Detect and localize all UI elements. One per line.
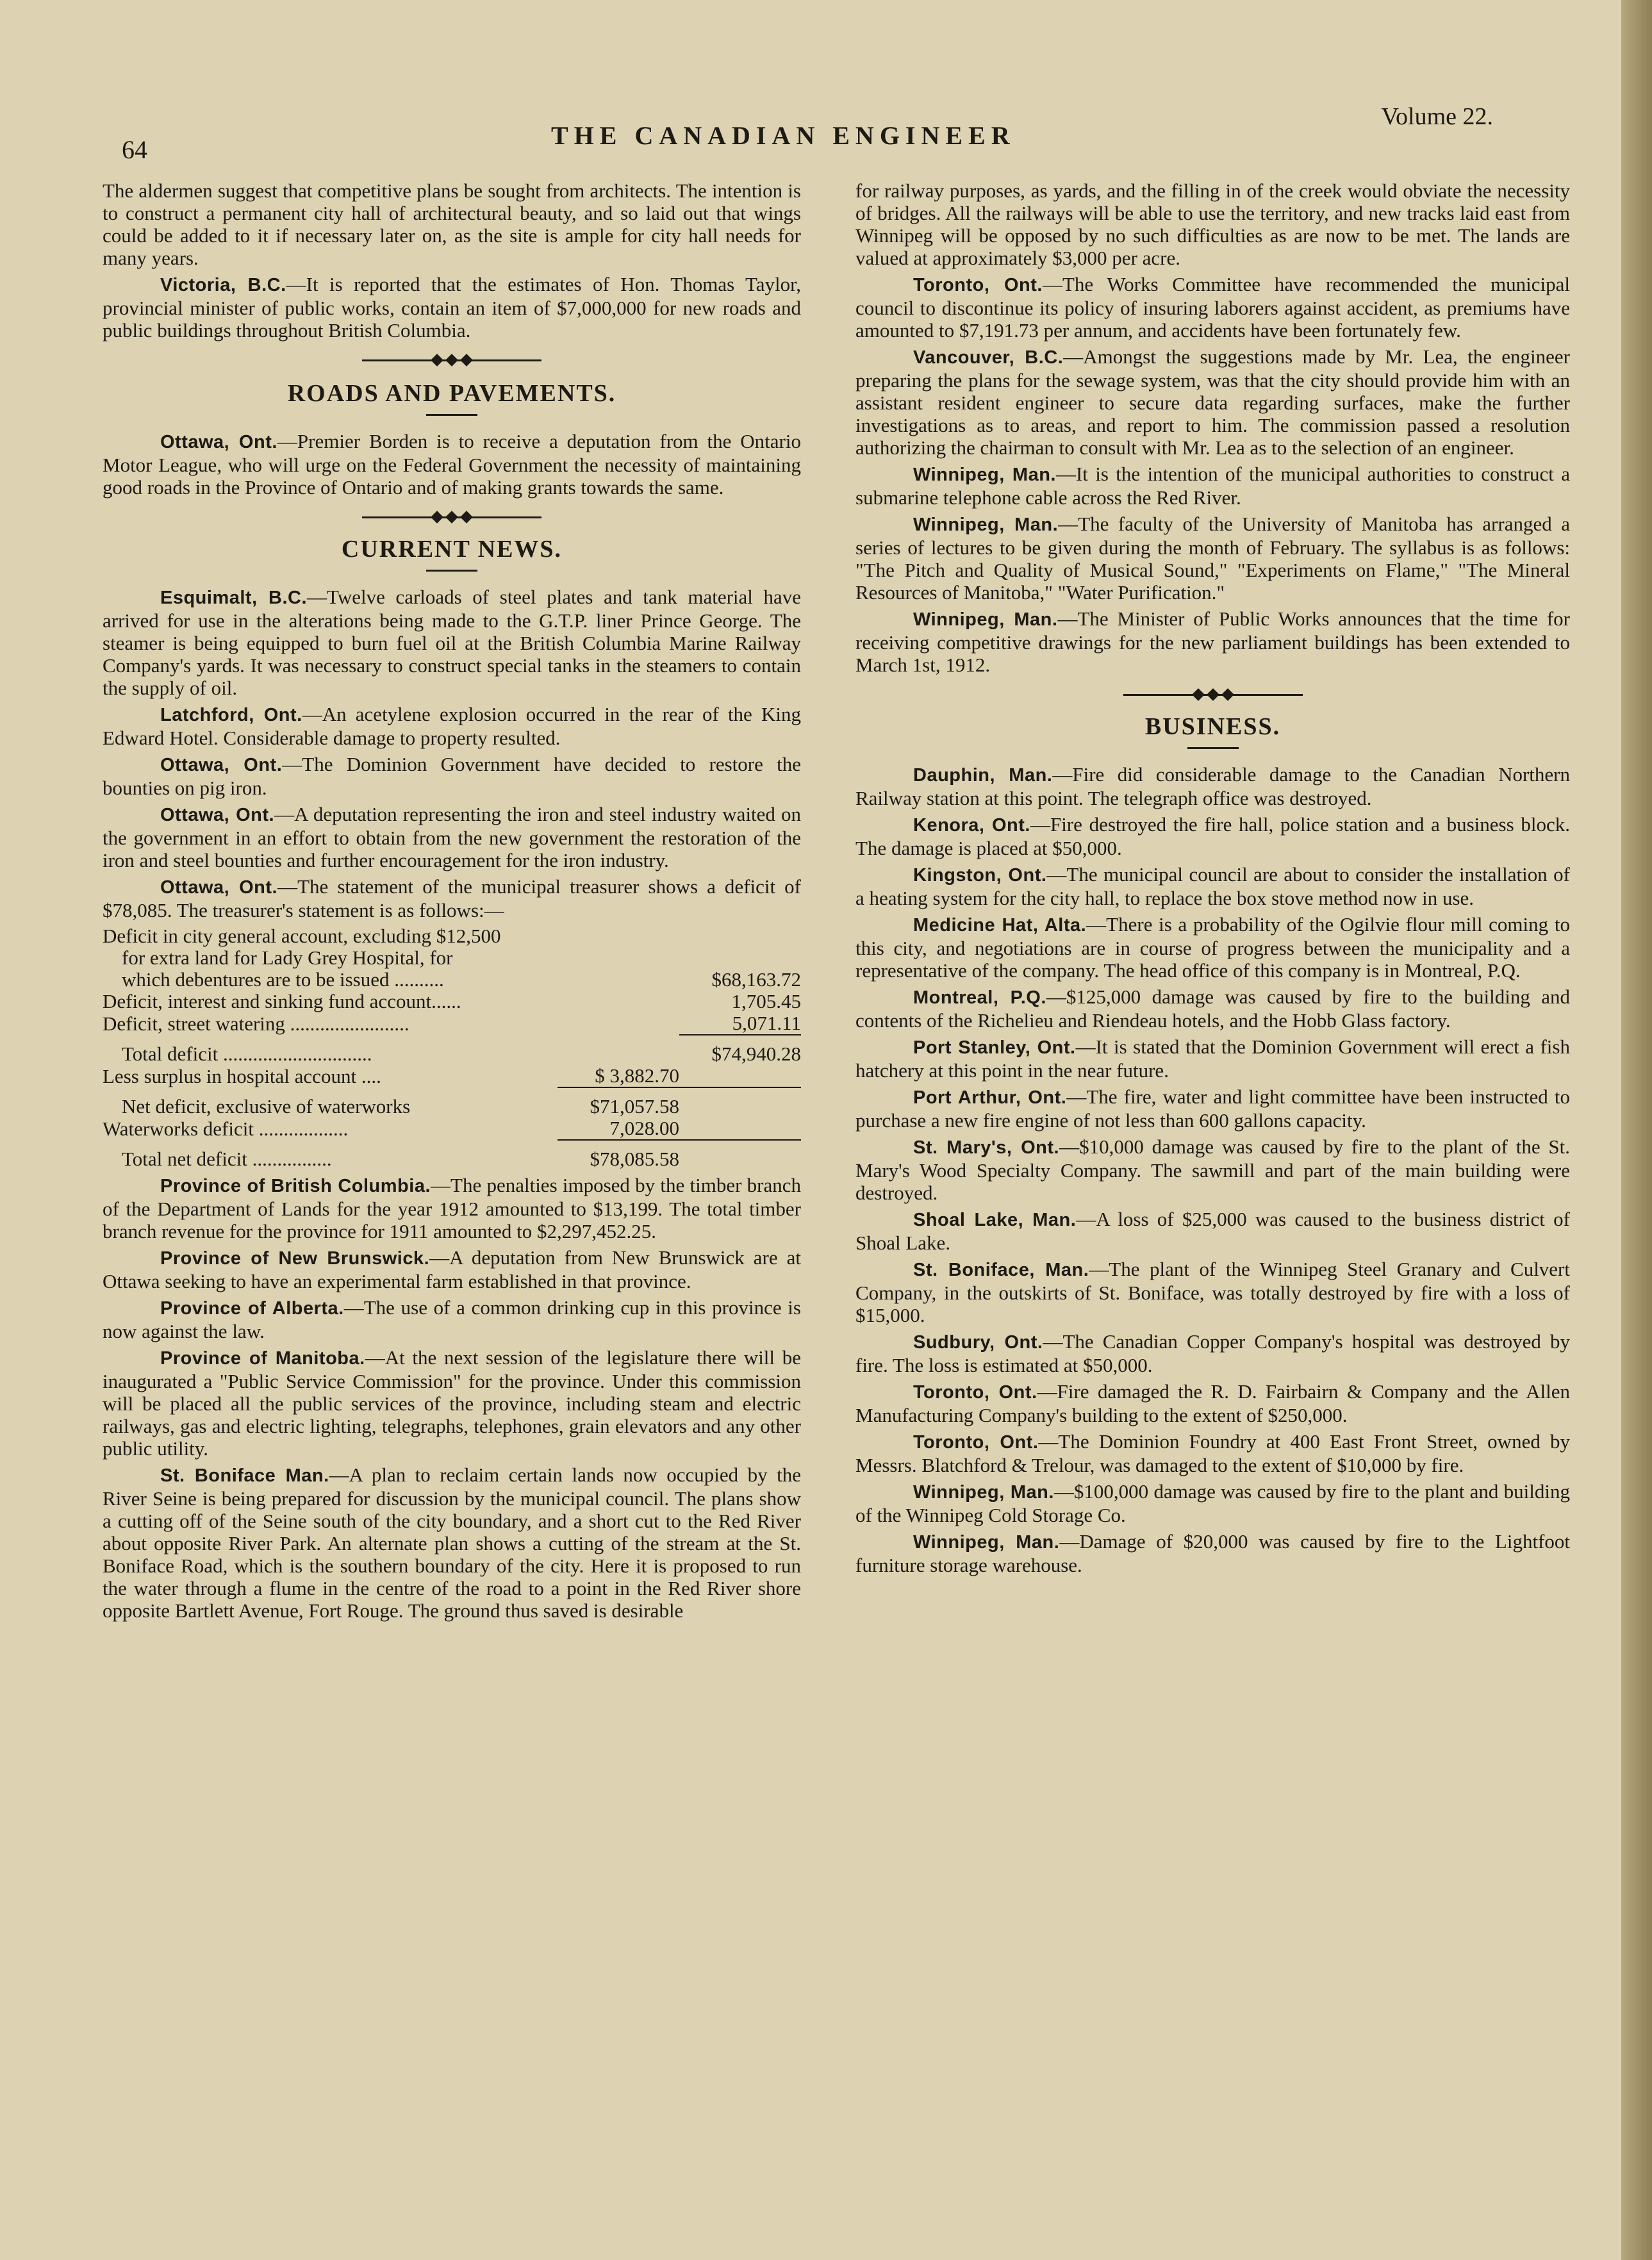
item-text: —The fire, water and light committee have been instructed to purchase a new fire engine of not less than 600 gallons capacity. bbox=[855, 1085, 1570, 1132]
title-rule bbox=[426, 570, 477, 572]
page-edge bbox=[1621, 0, 1652, 2260]
item-lead: Medicine Hat, Alta. bbox=[913, 915, 1087, 936]
item-lead: Winnipeg, Man. bbox=[913, 465, 1056, 485]
intro-paragraph: The aldermen suggest that competitive plans be sought from architects. The intention is to construct a permanent city hall of architectural beauty, and so laid out that wings could be added to it if necessary later on, as the site is ample for city hall needs for many years. bbox=[103, 179, 801, 269]
news-item bbox=[103, 703, 801, 749]
item-lead: Montreal, P.Q. bbox=[913, 987, 1046, 1008]
item-text: —A deputation representing the iron and steel industry waited on the government in an effort to obtain from the new government the restoration of the iron and steel bounties and further encouragement for the iron industry. bbox=[103, 803, 801, 871]
item-text: —Damage of $20,000 was caused by fire to the Lightfoot furniture storage warehouse. bbox=[855, 1530, 1570, 1576]
item-lead: Toronto, Ont. bbox=[913, 1382, 1037, 1403]
item-lead: Toronto, Ont. bbox=[913, 275, 1043, 295]
ornament-divider bbox=[362, 351, 541, 370]
news-items bbox=[103, 586, 801, 921]
news-item bbox=[855, 1430, 1570, 1476]
item-lead: Kenora, Ont. bbox=[913, 815, 1030, 836]
item-text: —A plan to reclaim certain lands now occupied by the River Seine is being prepared for discussion by the municipal council. The plans show a cutting off of the Seine south of the city boundary, and a short cut to the Red River about opposite River Park. An alternate plan shows a cutting of the stream at the St. Boniface Road, which is the southern boundary of the city. Here it is proposed to run the water through a flume in the centre of the road to a point in the Red River shore opposite Bartlett Avenue, Fort Rouge. The ground thus saved is desirable bbox=[103, 1464, 802, 1622]
table-row: Total deficit .............................. $74,940.28 bbox=[103, 1035, 801, 1065]
item-lead: Ottawa, Ont. bbox=[160, 877, 278, 898]
item-text: —Twelve carloads of steel plates and tank material have arrived for use in the alterations being made to the G.T.P. liner Prince George. The steamer is being equipped to burn fuel oil at the British Columbia Marine Railway Company's yards. It was necessary to construct special tanks in the steamers to contain the supply of oil. bbox=[103, 586, 801, 699]
item-lead: Winnipeg, Man. bbox=[913, 515, 1059, 535]
item-lead: Ottawa, Ont. bbox=[160, 432, 277, 452]
item-text: —The use of a common drinking cup in this province is now against the law. bbox=[103, 1296, 801, 1342]
news-item bbox=[855, 863, 1570, 909]
section-title-business: BUSINESS. bbox=[1144, 713, 1281, 740]
news-item bbox=[855, 1135, 1570, 1204]
item-text: —$100,000 damage was caused by fire to the plant and building of the Winnipeg Cold Storage Co. bbox=[855, 1480, 1570, 1526]
news-item bbox=[103, 1346, 801, 1460]
item-text: —The Minister of Public Works announces that the time for receiving competitive drawings for the new parliament buildings has been extended to March 1st, 1912. bbox=[855, 607, 1571, 676]
news-item bbox=[103, 1464, 801, 1622]
news-item bbox=[103, 586, 801, 699]
item-text: —A loss of $25,000 was caused to the business district of Shoal Lake. bbox=[855, 1208, 1570, 1254]
news-item bbox=[855, 813, 1570, 859]
item-text: —The faculty of the University of Manitoba has arranged a series of lectures to be given during the month of February. The syllabus is as follows: "The Pitch and Quality of Musical Sound," "Experiments on Flame," "The Mineral Resources of Manitoba," "Water Purification." bbox=[855, 513, 1571, 604]
section-title-roads: ROADS AND PAVEMENTS. bbox=[287, 380, 616, 407]
news-item bbox=[855, 1258, 1570, 1326]
item-text: —The Dominion Foundry at 400 East Front Street, owned by Messrs. Blatchford & Trelour, was damaged to the extent of $10,000 by fire. bbox=[855, 1430, 1570, 1476]
deficit-table bbox=[103, 925, 801, 1170]
item-lead: Toronto, Ont. bbox=[913, 1432, 1039, 1453]
section-title-news: CURRENT NEWS. bbox=[341, 536, 563, 563]
news-item bbox=[855, 1480, 1570, 1526]
item-lead: Province of Alberta. bbox=[160, 1298, 344, 1319]
news-item bbox=[855, 607, 1570, 676]
table-row: which debentures are to be issued .......... $68,163.72 bbox=[122, 968, 801, 991]
news-item bbox=[103, 803, 801, 871]
item-lead: Dauphin, Man. bbox=[913, 765, 1053, 786]
left-column bbox=[103, 179, 801, 1626]
item-text: —The municipal council are about to consider the installation of a heating system for the city hall, to replace the box stove method now in use. bbox=[855, 863, 1570, 909]
table-row: Deficit, street watering ........................ 5,071.11 bbox=[103, 1012, 801, 1035]
item-lead: Port Arthur, Ont. bbox=[913, 1087, 1067, 1108]
business-items bbox=[855, 763, 1570, 1576]
table-row: Less surplus in hospital account .... $ 3,882.70 bbox=[103, 1064, 679, 1087]
news-item bbox=[855, 345, 1570, 459]
item-lead: Shoal Lake, Man. bbox=[913, 1210, 1077, 1230]
page-number: 64 bbox=[122, 135, 147, 164]
right-column bbox=[855, 179, 1570, 1580]
item-text: —There is a probability of the Ogilvie flour mill coming to this city, and negotiations are in course of progress between the municipality and a representative of the company. The head office of this company is in Montreal, P.Q. bbox=[855, 913, 1570, 982]
item-text: —Premier Borden is to receive a deputation from the Ontario Motor League, who will urge on the Federal Government the necessity of maintaining good roads in the Province of Ontario and of making grants towards the same. bbox=[103, 430, 801, 499]
news-item bbox=[103, 1174, 801, 1242]
journal-title: THE CANADIAN ENGINEER bbox=[551, 121, 1016, 150]
news-item bbox=[855, 513, 1570, 604]
item-text: —At the next session of the legislature there will be inaugurated a "Public Service Commission" for the province. Under this commission will be placed all the public services of the province, including steam and electric railways, gas and electric lighting, telegraphs, telephones, grain elevators and any other public utility. bbox=[103, 1346, 801, 1460]
item-lead: Sudbury, Ont. bbox=[913, 1332, 1043, 1353]
item-text: —It is reported that the estimates of Hon. Thomas Taylor, provincial minister of public works, contain an item of $7,000,000 for new roads and public buildings throughout British Columbia. bbox=[103, 273, 802, 342]
news-item bbox=[855, 913, 1570, 982]
table-row: Total net deficit ................ $78,085.58 bbox=[103, 1140, 801, 1170]
item-lead: Ottawa, Ont. bbox=[160, 805, 275, 825]
ornament-divider bbox=[362, 507, 541, 527]
item-text: —The statement of the municipal treasurer shows a deficit of $78,085. The treasurer's statement is as follows:— bbox=[103, 875, 801, 921]
news-item bbox=[855, 1530, 1570, 1576]
item-lead: Esquimalt, B.C. bbox=[160, 588, 308, 608]
item-text: —Fire damaged the R. D. Fairbairn & Company and the Allen Manufacturing Company's building to the extent of $250,000. bbox=[855, 1380, 1570, 1426]
item-text: —The Works Committee have recommended the municipal council to discontinue its policy of insuring laborers against accident, as premiums have amounted to $7,191.73 per annum, and accidents have been fortunately few. bbox=[855, 273, 1570, 342]
news-item bbox=[855, 463, 1570, 509]
table-row: Deficit in city general account, excluding $12,500 bbox=[103, 925, 501, 947]
news-item bbox=[855, 763, 1570, 809]
title-rule bbox=[1187, 747, 1239, 749]
news-item bbox=[103, 875, 801, 921]
ornament-divider bbox=[1123, 685, 1303, 704]
news-item bbox=[855, 1085, 1570, 1132]
item-text: —It is the intention of the municipal authorities to construct a submarine telephone cable across the Red River. bbox=[855, 463, 1570, 509]
news-item bbox=[855, 1035, 1570, 1082]
item-text: —$10,000 damage was caused by fire to the plant of the St. Mary's Wood Specialty Company. The sawmill and part of the main building were destroyed. bbox=[855, 1135, 1570, 1204]
news-item bbox=[855, 1380, 1570, 1426]
item-text: —The Dominion Government have decided to restore the bounties on pig iron. bbox=[103, 753, 801, 799]
item-text: —The Canadian Copper Company's hospital was destroyed by fire. The loss is estimated at $50,000. bbox=[855, 1330, 1570, 1376]
item-lead: St. Boniface Man. bbox=[160, 1465, 329, 1486]
item-text: —$125,000 damage was caused by fire to the building and contents of the Richelieu and Riendeau hotels, and the Hobb Glass factory. bbox=[855, 986, 1570, 1032]
item-lead: Winnipeg, Man. bbox=[913, 609, 1058, 630]
item-text: —Fire destroyed the fire hall, police station and a business block. The damage is placed at $50,000. bbox=[855, 813, 1570, 859]
roads-items bbox=[103, 430, 801, 499]
table-row: for extra land for Lady Grey Hospital, for bbox=[122, 946, 453, 969]
continued-paragraph: for railway purposes, as yards, and the filling in of the creek would obviate the necessity of bridges. All the railways will be able to use the territory, and new tracks laid east from Winnipeg will be opposed by no such difficulties as are now to be met. The lands are valued at approximately $3,000 per acre. bbox=[855, 179, 1570, 269]
news-item bbox=[103, 273, 801, 342]
item-lead: St. Mary's, Ont. bbox=[913, 1137, 1060, 1158]
item-text: —It is stated that the Dominion Government will erect a fish hatchery at this point in the near future. bbox=[855, 1035, 1570, 1082]
item-lead: Winnipeg, Man. bbox=[913, 1482, 1054, 1503]
item-lead: Victoria, B.C. bbox=[160, 275, 286, 295]
table-row: Net deficit, exclusive of waterworks $71,057.58 bbox=[103, 1087, 801, 1118]
news-item bbox=[103, 1246, 801, 1292]
news-item bbox=[103, 430, 801, 499]
item-lead: Province of Manitoba. bbox=[160, 1348, 365, 1369]
item-lead: Ottawa, Ont. bbox=[160, 755, 283, 775]
news-items-right bbox=[855, 273, 1570, 676]
item-lead: Province of New Brunswick. bbox=[160, 1248, 430, 1269]
news-items-continued bbox=[103, 1174, 801, 1622]
table-row: Waterworks deficit .................. 7,028.00 bbox=[103, 1117, 679, 1140]
item-text: —A deputation from New Brunswick are at Ottawa seeking to have an experimental farm established in that province. bbox=[103, 1246, 801, 1292]
item-text: —Amongst the suggestions made by Mr. Lea, the engineer preparing the plans for the sewage system, was that the city should provide him with an assistant resident engineer to secure data regarding surfaces, make the further investigations as to areas, and report to him. The commission passed a resolution authorizing the chairman to consult with Mr. Lea as to the selection of an engineer. bbox=[855, 345, 1570, 459]
news-item bbox=[855, 1208, 1570, 1254]
item-lead: Vancouver, B.C. bbox=[913, 347, 1064, 368]
news-item bbox=[103, 753, 801, 799]
title-rule bbox=[426, 414, 477, 416]
table-row: Deficit, interest and sinking fund account...... 1,705.45 bbox=[103, 990, 801, 1012]
item-text: —An acetylene explosion occurred in the rear of the King Edward Hotel. Considerable damage to property resulted. bbox=[103, 703, 801, 749]
item-text: —Fire did considerable damage to the Canadian Northern Railway station at this point. The telegraph office was destroyed. bbox=[855, 763, 1570, 809]
volume-label: Volume 22. bbox=[1381, 103, 1493, 130]
item-lead: Province of British Columbia. bbox=[160, 1176, 431, 1196]
page-header bbox=[103, 103, 1499, 164]
news-item bbox=[103, 1296, 801, 1342]
item-lead: Latchford, Ont. bbox=[160, 705, 302, 725]
news-item bbox=[855, 1330, 1570, 1376]
news-item bbox=[855, 273, 1570, 342]
news-item bbox=[855, 986, 1570, 1032]
item-lead: Kingston, Ont. bbox=[913, 865, 1047, 886]
item-lead: Port Stanley, Ont. bbox=[913, 1037, 1076, 1058]
item-text: —The penalties imposed by the timber branch of the Department of Lands for the year 1912 amounted to $13,199. The total timber branch revenue for the province for 1911 amounted to $2,297,452.25. bbox=[103, 1174, 801, 1242]
item-text: —The plant of the Winnipeg Steel Granary and Culvert Company, in the outskirts of St. Boniface, was totally destroyed by fire with a loss of $15,000. bbox=[855, 1258, 1570, 1326]
item-lead: Winnipeg, Man. bbox=[913, 1532, 1060, 1553]
item-lead: St. Boniface, Man. bbox=[913, 1260, 1089, 1280]
